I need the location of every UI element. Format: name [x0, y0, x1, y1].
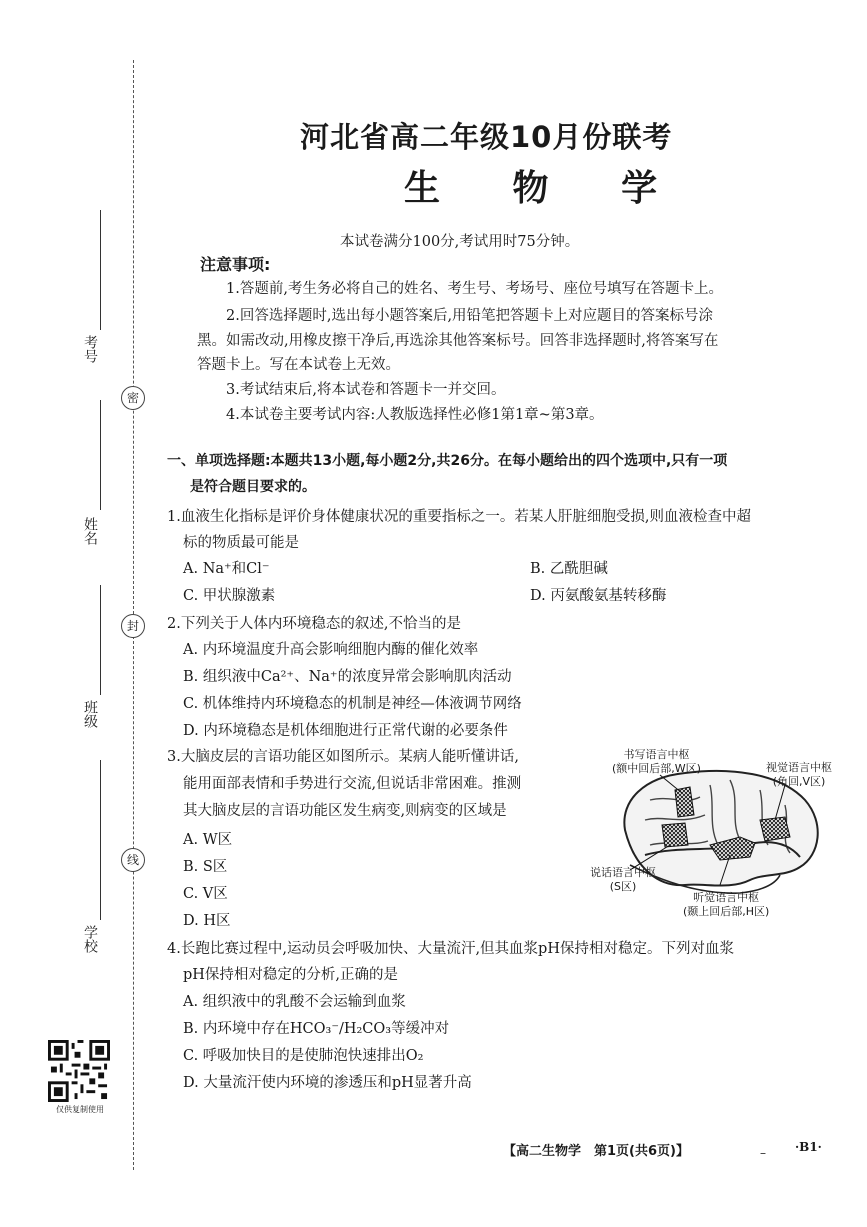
q2-stem: 2.下列关于人体内环境稳态的叙述,不恰当的是: [167, 616, 461, 632]
q3-option-c: C. V区: [183, 886, 228, 902]
footer-dash: –: [760, 1146, 766, 1160]
q2-option-a: A. 内环境温度升高会影响细胞内酶的催化效率: [183, 642, 479, 658]
q4-option-d: D. 大量流汗使内环境的渗透压和pH显著升高: [183, 1075, 472, 1091]
s-area-label: 说话语言中枢 (S区): [590, 866, 656, 893]
notice-line-3: 黑。如需改动,用橡皮擦干净后,再选涂其他答案标号。回答非选择题时,将答案写在: [197, 333, 719, 349]
notice-line-5: 3.考试结束后,将本试卷和答题卡一并交回。: [226, 382, 506, 398]
h-area-label: 听觉语言中枢 (颞上回后部,H区): [683, 891, 770, 918]
v-area-label: 视觉语言中枢 (角回,V区): [766, 761, 832, 788]
notice-line-2: 2.回答选择题时,选出每小题答案后,用铅笔把答题卡上对应题目的答案标号涂: [226, 308, 714, 324]
q2-option-d: D. 内环境稳态是机体细胞进行正常代谢的必要条件: [183, 723, 508, 739]
subject-title: 生 物 学: [404, 168, 688, 209]
q3-option-a: A. W区: [183, 832, 233, 848]
school-label: 学校: [82, 925, 98, 953]
q4-option-b: B. 内环境中存在HCO₃⁻/H₂CO₃等缓冲对: [183, 1021, 450, 1037]
qr-code-icon: [48, 1040, 110, 1102]
q3-stem-line-1: 3.大脑皮层的言语功能区如图所示。某病人能听懂讲话,: [167, 749, 519, 765]
seal-mi: 密: [121, 386, 145, 410]
section-header-line-2: 是符合题目要求的。: [190, 479, 316, 495]
q3-stem-line-2: 能用面部表情和手势进行交流,但说话非常困难。推测: [183, 776, 522, 792]
qr-caption: 仅供复制使用: [56, 1105, 104, 1114]
notice-heading: 注意事项:: [200, 255, 271, 274]
exam-intro: 本试卷满分100分,考试用时75分钟。: [340, 234, 580, 250]
exam-number-label: 考号: [82, 335, 98, 363]
name-fill-line: [100, 400, 101, 510]
class-fill-line: [100, 585, 101, 695]
q3-option-d: D. H区: [183, 913, 231, 929]
paper-code: ·B1·: [795, 1140, 822, 1154]
school-fill-line: [100, 760, 101, 920]
q1-stem-line-1: 1.血液生化指标是评价身体健康状况的重要指标之一。若某人肝脏细胞受损,则血液检查中超: [167, 509, 751, 525]
q3-option-b: B. S区: [183, 859, 228, 875]
q3-stem-line-3: 其大脑皮层的言语功能区发生病变,则病变的区域是: [183, 803, 507, 819]
name-label: 姓名: [82, 517, 98, 545]
seal-feng: 封: [121, 614, 145, 638]
exam-title: 河北省高二年级10月份联考: [300, 120, 673, 154]
q4-stem-line-1: 4.长跑比赛过程中,运动员会呼吸加快、大量流汗,但其血浆pH保持相对稳定。下列对血浆: [167, 941, 734, 957]
page-footer: 【高二生物学 第1页(共6页)】: [503, 1144, 689, 1159]
q1-stem-line-2: 标的物质最可能是: [183, 535, 299, 551]
exam-number-fill-line: [100, 210, 101, 330]
w-area-label: 书写语言中枢 (额中回后部,W区): [612, 748, 701, 775]
seal-xian: 线: [121, 848, 145, 872]
q4-stem-line-2: pH保持相对稳定的分析,正确的是: [183, 967, 399, 983]
q1-option-c: C. 甲状腺激素: [183, 588, 276, 604]
notice-line-4: 答题卡上。写在本试卷上无效。: [197, 357, 400, 373]
q2-option-c: C. 机体维持内环境稳态的机制是神经—体液调节网络: [183, 696, 522, 712]
q1-option-d: D. 丙氨酸氨基转移酶: [530, 588, 667, 604]
q4-option-c: C. 呼吸加快目的是使肺泡快速排出O₂: [183, 1048, 424, 1064]
q2-option-b: B. 组织液中Ca²⁺、Na⁺的浓度异常会影响肌肉活动: [183, 669, 512, 685]
section-header-line-1: 一、单项选择题:本题共13小题,每小题2分,共26分。在每小题给出的四个选项中,只有一项: [167, 453, 728, 469]
class-label: 班级: [82, 700, 98, 728]
q1-option-a: A. Na⁺和Cl⁻: [183, 561, 270, 577]
notice-line-6: 4.本试卷主要考试内容:人教版选择性必修1第1章~第3章。: [226, 407, 604, 423]
q1-option-b: B. 乙酰胆碱: [530, 561, 608, 577]
q4-option-a: A. 组织液中的乳酸不会运输到血浆: [183, 994, 406, 1010]
notice-line-1: 1.答题前,考生务必将自己的姓名、考生号、考场号、座位号填写在答题卡上。: [226, 281, 723, 297]
